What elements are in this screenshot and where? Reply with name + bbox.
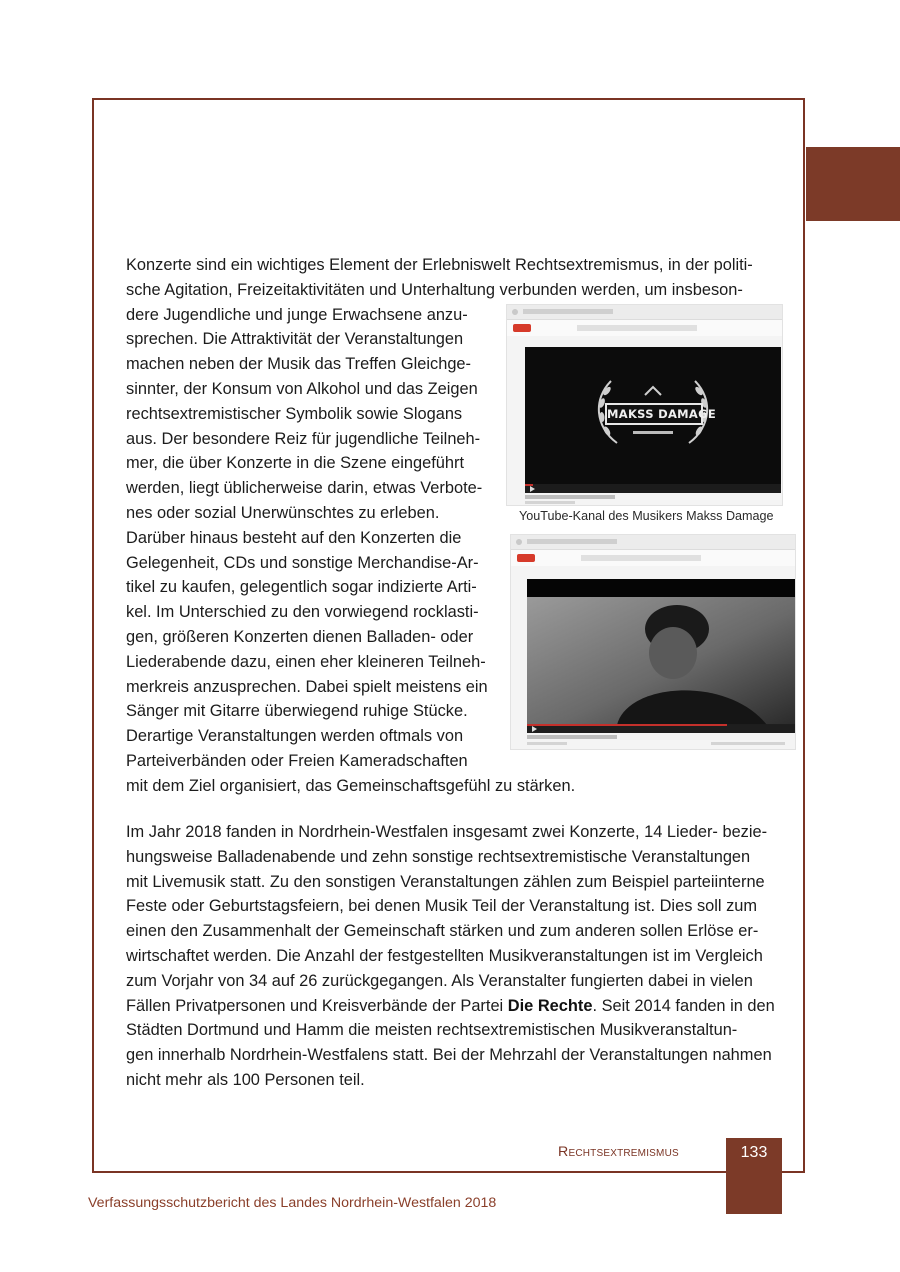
- text-line: sinnter, der Konsum von Alkohol und das Zeigen: [126, 379, 478, 398]
- text-line: mer, die über Konzerte in die Szene eingeführt: [126, 454, 465, 473]
- text-line: Parteiverbänden oder Freien Kameradschaften: [126, 751, 468, 770]
- video-frame: [525, 347, 781, 493]
- figure-caption: YouTube-Kanal des Musikers Makss Damage: [519, 509, 774, 523]
- page-number: 133: [740, 1144, 768, 1161]
- youtube-logo-icon: [517, 554, 535, 562]
- text-line: Feste oder Geburtstagsfeiern, bei denen Musik Teil der Veranstaltung ist. Dies soll zum: [126, 897, 758, 916]
- document-title: Verfassungsschutzbericht des Landes Nordrhein-Westfalen 2018: [88, 1195, 497, 1211]
- text-line: Im Jahr 2018 fanden in Nordrhein-Westfalen insgesamt zwei Konzerte, 14 Lieder- bezie-: [126, 823, 768, 841]
- text-line: Sänger mit Gitarre überwiegend ruhige Stücke.: [126, 702, 468, 721]
- youtube-header: [507, 320, 782, 336]
- text-line: Städten Dortmund und Hamm die meisten rechtsextremistischen Musikveranstaltun-: [126, 1021, 738, 1040]
- text-line: nes oder sozial Unerwünschtes zu erleben.: [126, 503, 440, 522]
- text-line: Liederabende dazu, einen eher kleineren Teilneh-: [126, 652, 486, 671]
- paragraph-statistics: [126, 820, 775, 1093]
- text-line: Derartige Veranstaltungen werden oftmals von: [126, 727, 464, 746]
- youtube-logo-icon: [513, 324, 531, 332]
- youtube-header: [511, 550, 795, 566]
- video-controls: [525, 484, 781, 493]
- text-line: sprechen. Die Attraktivität der Veranstaltungen: [126, 330, 464, 349]
- page-number-box: [726, 1138, 782, 1214]
- text-line: wirtschaftet werden. Die Anzahl der festgestellten Musikveranstaltungen ist im Vergleich: [126, 946, 763, 965]
- text-line: aus. Der besondere Reiz für jugendliche Teilneh-: [126, 429, 481, 448]
- play-icon: [532, 726, 537, 732]
- party-name: Die Rechte: [507, 996, 593, 1015]
- video-frame: [527, 579, 795, 733]
- singer-photo: [527, 579, 795, 733]
- text-line: gen innerhalb Nordrhein-Westfalens statt. Bei der Mehrzahl der Veranstaltungen nahmen: [126, 1046, 772, 1065]
- text-line: sche Agitation, Freizeitaktivitäten und Unterhaltung verbunden werden, um insbeson-: [126, 280, 743, 299]
- browser-bar: [507, 305, 782, 320]
- video-controls: [527, 724, 795, 733]
- play-icon: [530, 486, 535, 492]
- text-line: einen den Zusammenhalt der Gemeinschaft stärken und zum anderen sollen Erlöse er-: [126, 922, 759, 941]
- logo-text: MAKSS DAMAGE: [605, 403, 703, 425]
- text-line: Konzerte sind ein wichtiges Element der Erlebniswelt Rechtsextremismus, in der politi-: [126, 256, 753, 274]
- text-line: tikel zu kaufen, gelegentlich sogar indizierte Arti-: [126, 578, 477, 597]
- text-line: zum Vorjahr von 34 auf 26 zurückgegangen. Als Veranstalter fungierten dabei in vielen: [126, 971, 753, 990]
- text-line: werden, liegt üblicherweise darin, etwas Verbote-: [126, 479, 483, 498]
- text-line: hungsweise Balladenabende und zehn sonstige rechtsextremistische Veranstaltungen: [126, 847, 751, 866]
- text-line: Fällen Privatpersonen und Kreisverbände der Partei Die Rechte. Seit 2014 fanden in den: [126, 996, 775, 1015]
- text-line: gen, größeren Konzerten dienen Balladen- oder: [126, 627, 474, 646]
- text-line: rechtsextremistischer Symbolik sowie Slogans: [126, 404, 463, 423]
- band-logo: [525, 347, 781, 493]
- youtube-video-screenshot: [511, 535, 795, 749]
- text-line: kel. Im Unterschied zu den vorwiegend rocklasti-: [126, 603, 479, 622]
- text-line: Gelegenheit, CDs und sonstige Merchandise-Ar-: [126, 553, 479, 572]
- text-line: merkreis anzusprechen. Dabei spielt meistens ein: [126, 677, 488, 696]
- browser-bar: [511, 535, 795, 550]
- text-line: machen neben der Musik das Treffen Gleichge-: [126, 355, 472, 374]
- text-line: mit Livemusik statt. Zu den sonstigen Veranstaltungen zählen zum Beispiel parteiinterne: [126, 872, 765, 891]
- text-line: mit dem Ziel organisiert, das Gemeinschaftsgefühl zu stärken.: [126, 776, 576, 795]
- text-line: nicht mehr als 100 Personen teil.: [126, 1070, 365, 1089]
- youtube-channel-screenshot: [507, 305, 782, 505]
- text-line: dere Jugendliche und junge Erwachsene anzu-: [126, 305, 468, 324]
- section-title: Rechtsextremismus: [558, 1144, 679, 1160]
- text-line: Darüber hinaus besteht auf den Konzerten die: [126, 528, 462, 547]
- chapter-tab: [806, 147, 900, 221]
